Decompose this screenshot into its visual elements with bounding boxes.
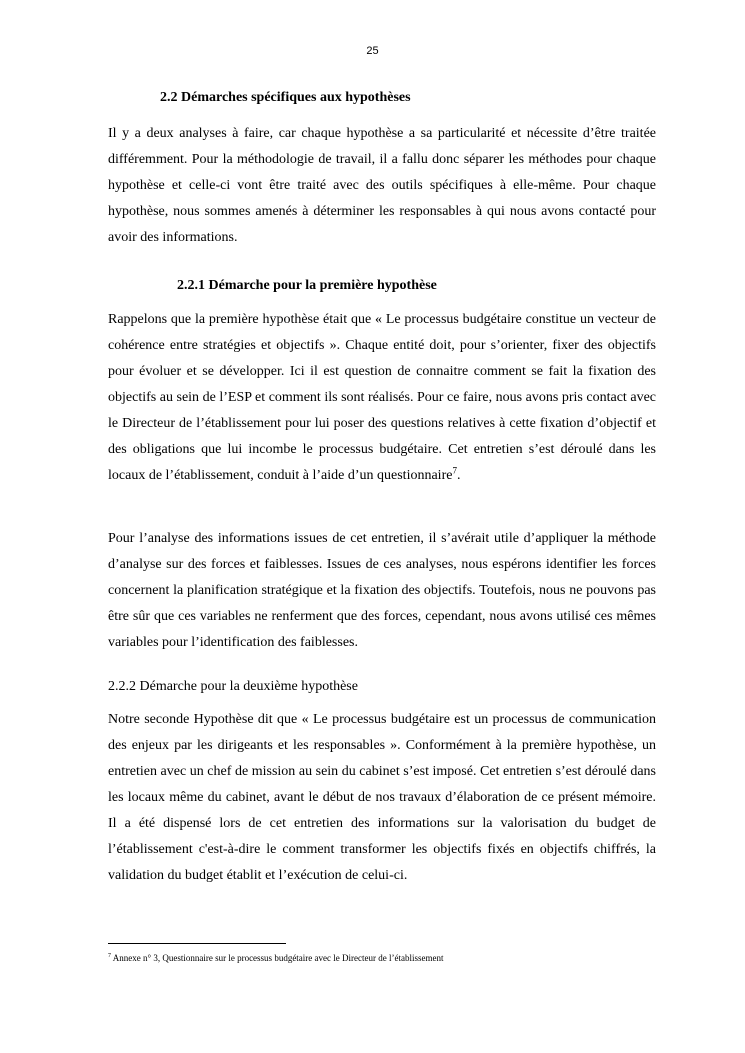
paragraph-end: . <box>456 468 461 483</box>
section-2-2-paragraph: Il y a deux analyses à faire, car chaque hypothèse a sa particularité et nécessite d’être traitée différemment. Pour la méthodologie de travail, il a fallu donc séparer les méthodes pour chaque hypothèse et celle-ci vont être traité avec des outils spécifiques à elle-même. Pour chaque hypothèse, nous sommes amenés à déterminer les responsables à qui nous avons contacté pour avoir des informations. <box>108 126 656 245</box>
footnote-reference: 7 <box>452 465 457 476</box>
footnote-number: 7 <box>108 953 111 959</box>
paragraph-text: Rappelons que la première hypothèse était que « Le processus budgétaire constitue un vecteur de cohérence entre stratégies et objectifs ». Chaque entité doit, pour s’orienter, fixer des objectifs pour évoluer et se développer. Ici il est question de connaitre comment se fait la fixation des objectifs au sein de l’ESP et comment ils sont réalisés. Pour ce faire, nous avons pris contact avec le Directeur de l’établissement pour lui poser des questions relatives à cette fixation d’objectif et des obligations que lui incombe le processus budgétaire. Cet entretien s’est déroulé dans les locaux de l’établissement, conduit à l’aide d’un questionnaire <box>108 312 656 483</box>
section-2-2-1-paragraph-1 <box>108 307 656 489</box>
section-2-2-title: 2.2 Démarches spécifiques aux hypothèses <box>160 90 411 105</box>
section-2-2-1-paragraph-2: Pour l’analyse des informations issues de cet entretien, il s’avérait utile d’appliquer la méthode d’analyse sur des forces et faiblesses. Issues de ces analyses, nous espérons identifier les forces concernent la planification stratégique et la fixation des objectifs. Toutefois, nous ne pouvons pas être sûr que ces variables ne renferment que des forces, cependant, nous avons utilisé ces mêmes variables pour l’identification des faiblesses. <box>108 531 656 650</box>
section-2-2-2-paragraph: Notre seconde Hypothèse dit que « Le processus budgétaire est un processus de communication des enjeux par les dirigeants et les responsables ». Conformément à la première hypothèse, un entretien avec un chef de mission au sein du cabinet s’est imposé. Cet entretien s’est déroulé dans les locaux même du cabinet, avant le début de nos travaux d’élaboration de ce présent mémoire. Il a été dispensé lors de cet entretien des informations sur la valorisation du budget de l’établissement c'est-à-dire le comment transformer les objectifs fixés en objectifs chiffrés, la validation du budget établit et l’exécution de celui-ci. <box>108 712 656 883</box>
page-number: 25 <box>366 45 379 57</box>
section-2-2-2-title: 2.2.2 Démarche pour la deuxième hypothèse <box>108 679 358 694</box>
footnote-text: Annexe n° 3, Questionnaire sur le processus budgétaire avec le Directeur de l’établissement <box>111 953 444 963</box>
section-2-2-1-title: 2.2.1 Démarche pour la première hypothèse <box>177 278 437 293</box>
footnote-separator <box>108 943 286 944</box>
footnote <box>108 952 668 964</box>
